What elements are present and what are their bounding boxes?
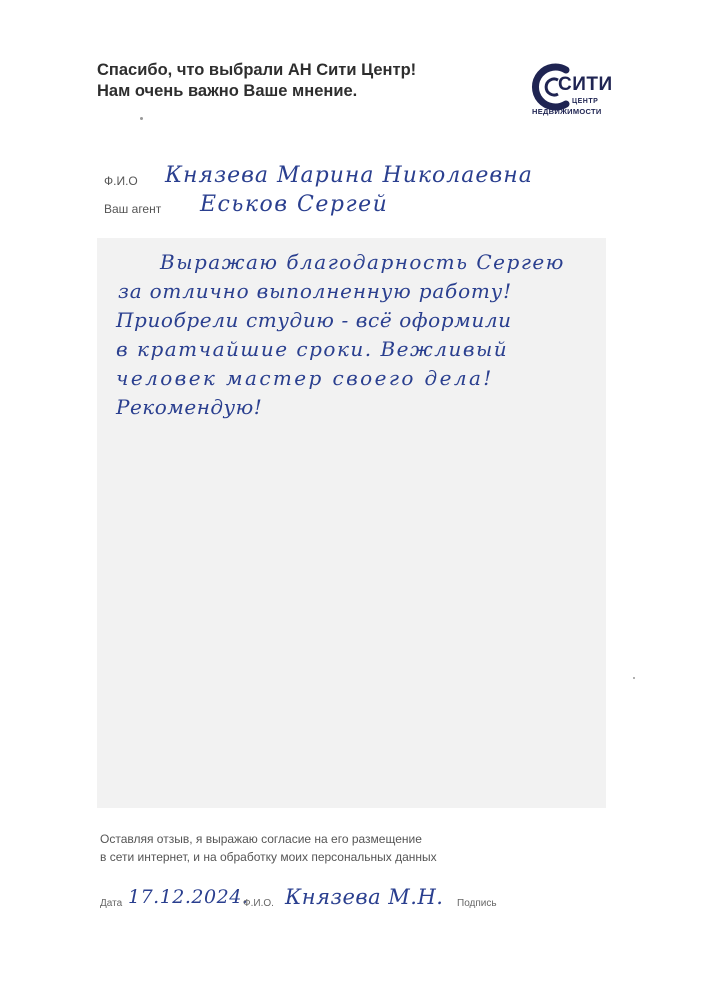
header-line-1: Спасибо, что выбрали АН Сити Центр!	[97, 61, 417, 79]
fio-value: Князева Марина Николаевна	[165, 163, 533, 188]
agent-value: Еськов Сергей	[200, 192, 389, 217]
agent-label: Ваш агент	[104, 202, 162, 216]
signature-fio-label: Ф.И.О.	[243, 898, 274, 909]
company-logo	[528, 60, 618, 120]
date-label: Дата	[100, 898, 123, 909]
date-value: 17.12.2024.	[128, 886, 249, 908]
sign-label: Подпись	[457, 898, 497, 909]
signature-fio-value: Князева М.Н.	[285, 885, 444, 909]
header	[97, 60, 517, 102]
consent-line-2: в сети интернет, и на обработку моих персональных данных	[100, 850, 437, 864]
logo-subtitle-2: НЕДВИЖИМОСТИ	[532, 107, 602, 116]
review-line-5: человек мастер своего дела!	[116, 366, 494, 390]
logo-word: СИТИ	[558, 74, 613, 95]
review-line-6: Рекомендую!	[116, 395, 263, 419]
header-line-2: Нам очень важно Ваше мнение.	[97, 82, 358, 100]
consent-line-1: Оставляя отзыв, я выражаю согласие на его размещение	[100, 832, 422, 846]
review-line-1: Выражаю благодарность Сергею	[160, 250, 565, 274]
review-line-3: Приобрели студию - всё оформили	[116, 308, 512, 332]
scan-speck	[633, 677, 635, 679]
review-line-4: в кратчайшие сроки. Вежливый	[116, 337, 509, 361]
logo-subtitle-1: ЦЕНТР	[572, 98, 599, 105]
consent-notice	[100, 830, 540, 866]
review-line-2: за отлично выполненную работу!	[118, 279, 512, 303]
scan-speck	[140, 117, 143, 120]
fio-label: Ф.И.О	[104, 174, 138, 188]
